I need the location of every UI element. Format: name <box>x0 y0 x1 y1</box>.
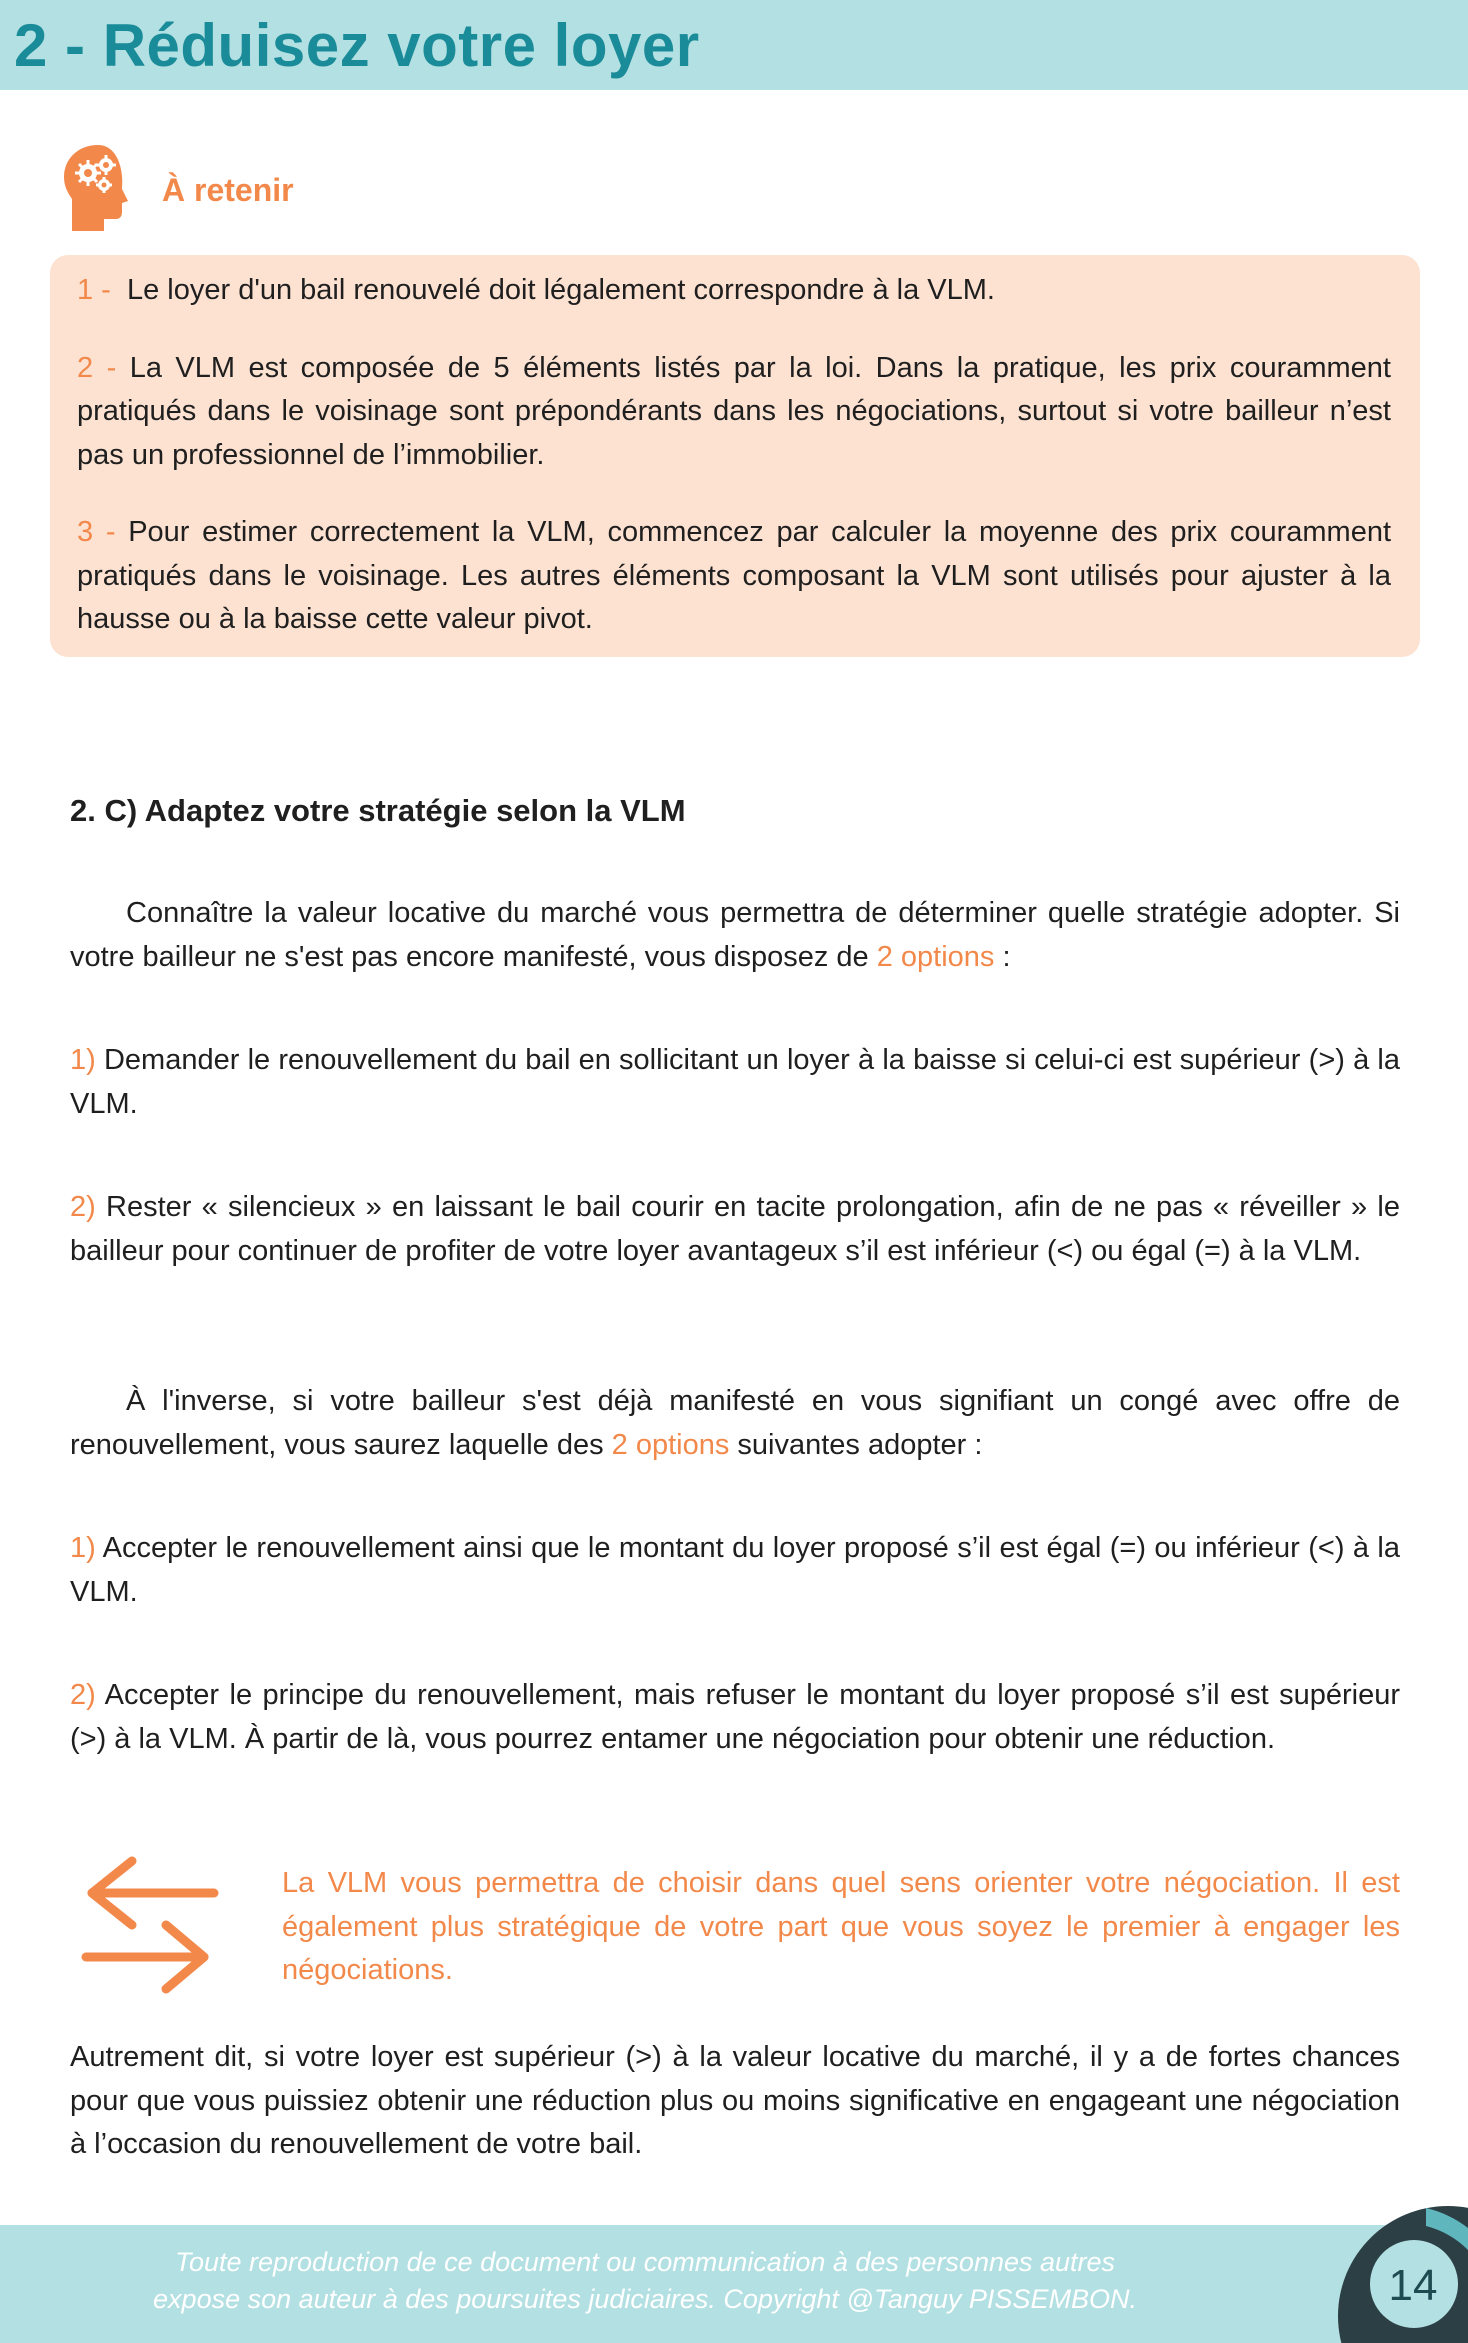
retenir-item-3 <box>77 511 1391 642</box>
intro-text-end: suivantes adopter : <box>729 1428 983 1461</box>
option-number: 2) <box>70 1679 96 1711</box>
option-number: 1) <box>70 1532 96 1564</box>
page-title: 2 - Réduisez votre loyer <box>14 12 700 79</box>
option-text: Rester « silencieux » en laissant le bail courir en tacite prolongation, afin de ne pas « réveiller » le bailleur pour continuer de profiter de votre loyer avantageux s’il est inférieur (<) ou égal (=) à la VLM. <box>70 1191 1400 1267</box>
options-highlight: 2 options <box>611 1428 730 1461</box>
intro-text: À l'inverse, si votre bailleur s'est déjà manifesté en vous signifiant un congé avec offre de renouvellement, vous saurez laquelle des <box>70 1385 1400 1461</box>
retenir-item-text: La VLM est composée de 5 éléments listés par la loi. Dans la pratique, les prix couramment pratiqués dans le voisinage sont prépondérants dans les négociations, surtout si votre bailleur n’est pas un professionnel de l’immobilier. <box>77 351 1391 471</box>
page-number: 14 <box>1388 2261 1438 2310</box>
copyright-line-1: Toute reproduction de ce document ou communication à des personnes autres <box>174 2247 1116 2277</box>
option-2-paragraph <box>70 1674 1400 1761</box>
copyright-line-2: expose son auteur à des poursuites judiciaires. Copyright @Tanguy PISSEMBON. <box>153 2284 1137 2314</box>
option-2-paragraph <box>70 1186 1400 1273</box>
retenir-item-1 <box>77 269 1391 313</box>
retenir-label: À retenir <box>162 172 294 208</box>
retenir-box <box>50 255 1420 657</box>
retenir-item-number: 1 - <box>77 274 111 306</box>
retenir-item-text: Le loyer d'un bail renouvelé doit légalement correspondre à la VLM. <box>126 274 995 306</box>
option-number: 1) <box>70 1044 96 1076</box>
retenir-item-text: Pour estimer correctement la VLM, commencez par calculer la moyenne des prix couramment pratiqués dans le voisinage. Les autres éléments composant la VLM sont utilisés pour ajuster à la hausse ou à la baisse cette valeur pivot. <box>77 516 1392 635</box>
intro-paragraph-1 <box>70 892 1400 979</box>
intro-text: Connaître la valeur locative du marché vous permettra de déterminer quelle stratégie adopter. Si votre bailleur ne s'est pas encore manifesté, vous disposez de <box>70 897 1400 973</box>
intro-text-end: : <box>994 940 1011 973</box>
intro-paragraph-2 <box>70 1380 1400 1467</box>
exchange-arrows-icon <box>80 1855 220 1995</box>
option-1-paragraph <box>70 1527 1400 1614</box>
retenir-item-number: 2 - <box>77 351 117 384</box>
options-highlight: 2 options <box>876 940 995 973</box>
option-text: Accepter le renouvellement ainsi que le montant du loyer proposé s’il est égal (=) ou inférieur (<) à la VLM. <box>70 1532 1400 1608</box>
option-number: 2) <box>70 1191 96 1223</box>
callout-text: La VLM vous permettra de choisir dans quel sens orienter votre négociation. Il est également plus stratégique de votre part que vous soyez le premier à engager les négociations. <box>282 1867 1400 1986</box>
option-text: Demander le renouvellement du bail en sollicitant un loyer à la baisse si celui-ci est supérieur (>) à la VLM. <box>70 1044 1400 1120</box>
section-heading: 2. C) Adaptez votre stratégie selon la VLM <box>70 793 686 828</box>
retenir-item-2 <box>77 347 1391 478</box>
option-1-paragraph <box>70 1039 1400 1126</box>
option-text: Accepter le principe du renouvellement, mais refuser le montant du loyer proposé s’il est supérieur (>) à la VLM. À partir de là, vous pourrez entamer une négociation pour obtenir une réduction. <box>70 1679 1400 1755</box>
retenir-item-number: 3 - <box>77 516 116 548</box>
brain-gears-head-icon <box>62 143 138 233</box>
conclusion-paragraph: Autrement dit, si votre loyer est supérieur (>) à la valeur locative du marché, il y a de fortes chances pour que vous puissiez obtenir une réduction plus ou moins significative en engageant une négociation à l’occasion du renouvellement de votre bail. <box>70 2041 1400 2160</box>
copyright-notice <box>60 2244 1230 2318</box>
